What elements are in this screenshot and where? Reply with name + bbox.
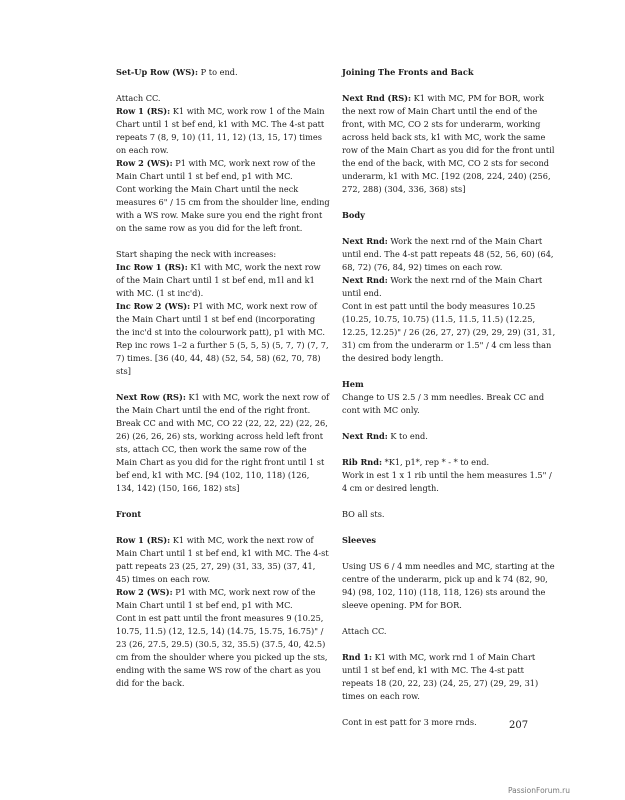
joining-heading: Joining The Fronts and Back xyxy=(342,67,474,77)
left-column xyxy=(116,66,330,703)
sleeves-heading: Sleeves xyxy=(342,535,377,545)
body-rnd1-paragraph xyxy=(342,235,556,274)
rep-paragraph: Rep inc rows 1–2 a further 5 (5, 5, 5) (5, 7, 7) (7, 7, 7) times. [36 (40, 44, 48) (52, 54, 58) (62, 70, 78) sts] xyxy=(116,340,329,376)
front-row1-text: K1 with MC, work the next row of Main Chart until 1 st bef end, k1 with MC. The 4-st patt repeats 23 (25, 27, 29) (31, 33, 35) (37, 41, 45) times on each row. xyxy=(116,535,329,584)
front-row1-label: Row 1 (RS): xyxy=(116,535,171,545)
inc-row1-label: Inc Row 1 (RS): xyxy=(116,262,188,272)
attach-cc-paragraph: Attach CC. xyxy=(116,93,161,103)
hem-next-rnd-paragraph xyxy=(342,430,556,443)
cont-more-paragraph: Cont in est patt for 3 more rnds. xyxy=(342,717,477,727)
body-rnd2-label: Next Rnd: xyxy=(342,275,388,285)
hem-change-paragraph: Change to US 2.5 / 3 mm needles. Break CC and cont with MC only. xyxy=(342,392,545,415)
front-row2-paragraph xyxy=(116,586,330,612)
hem-heading: Hem xyxy=(342,379,364,389)
row2-paragraph xyxy=(116,157,330,183)
rib-rnd-label: Rib Rnd: xyxy=(342,457,382,467)
body-rnd1-label: Next Rnd: xyxy=(342,236,388,246)
body-rnd1-text: Work the next rnd of the Main Chart until end. The 4-st patt repeats 48 (52, 56, 60) (64, 68, 72) (76, 84, 92) times on each row. xyxy=(342,236,554,272)
inc-row2-paragraph xyxy=(116,300,330,339)
join-next-rnd-paragraph xyxy=(342,92,556,196)
body-rnd2-text: Work the next rnd of the Main Chart until end. xyxy=(342,275,543,298)
cont-paragraph: Cont working the Main Chart until the neck measures 6" / 15 cm from the shoulder line, ending with a WS row. Make sure you end the right front on the same row as you did for the left front. xyxy=(116,184,330,233)
hem-next-rnd-label: Next Rnd: xyxy=(342,431,388,441)
row2-text: P1 with MC, work next row of the Main Chart until 1 st bef end, p1 with MC. xyxy=(116,158,316,181)
front-row2-label: Row 2 (WS): xyxy=(116,587,173,597)
row1-paragraph xyxy=(116,105,330,157)
rib-rnd-paragraph xyxy=(342,456,556,469)
body-rnd2-paragraph xyxy=(342,274,556,300)
bo-paragraph: BO all sts. xyxy=(342,509,385,519)
next-row-paragraph xyxy=(116,391,330,495)
row2-label: Row 2 (WS): xyxy=(116,158,173,168)
page-number: 207 xyxy=(509,720,529,731)
rib-work-paragraph: Work in est 1 x 1 rib until the hem measures 1.5" / 4 cm or desired length. xyxy=(342,470,552,493)
front-cont-paragraph: Cont in est patt until the front measures 9 (10.25, 10.75, 11.5) (12, 12.5, 14) (14.75, 15.75, 16.75)" / 23 (26, 27.5, 29.5) (30.5, 32, 35.5) (37.5, 40, 42.5) cm from the shoulder where you picked up the sts, ending with the same WS row of the chart as you did for the back. xyxy=(116,613,328,688)
rib-rnd-text: *K1, p1*, rep * - * to end. xyxy=(382,457,490,467)
inc-row1-text: K1 with MC, work the next row of the Main Chart until 1 st bef end, m1l and k1 with MC. (1 st inc'd). xyxy=(116,262,321,298)
setup-row-paragraph xyxy=(116,66,330,79)
hem-next-rnd-text: K to end. xyxy=(387,431,428,441)
row1-label: Row 1 (RS): xyxy=(116,106,171,116)
setup-row-label: Set-Up Row (WS): xyxy=(116,67,199,77)
sleeves-paragraph: Using US 6 / 4 mm needles and MC, starting at the centre of the underarm, pick up and k 74 (82, 90, 94) (98, 102, 110) (118, 118, 126) sts around the sleeve opening. PM for BOR. xyxy=(342,561,555,610)
setup-row-text: P to end. xyxy=(198,67,238,77)
join-next-rnd-label: Next Rnd (RS): xyxy=(342,93,412,103)
next-row-text: K1 with MC, work the next row of the Main Chart until the end of the right front. Break CC and with MC, CO 22 (22, 22, 22) (22, 26, 26) (26, 26, 26) sts, working across held left front sts, attach CC, then work the same row of the Main Chart as you did for the right front until 1 st bef end, k1 with MC. [94 (102, 110, 118) (126, 134, 142) (150, 166, 182) sts] xyxy=(116,392,330,493)
body-heading: Body xyxy=(342,210,365,220)
inc-row2-text: P1 with MC, work next row of the Main Chart until 1 st bef end (incorporating the inc'd st into the colourwork patt), p1 with MC. xyxy=(116,301,325,337)
front-row1-paragraph xyxy=(116,534,330,586)
body-cont-paragraph: Cont in est patt until the body measures 10.25 (10.25, 10.75, 10.75) (11.5, 11.5, 11.5) (12.25, 12.25, 12.25)" / 26 (26, 27, 27) (29, 29, 29) (31, 31, 31) cm from the underarm or 1.5" / 4 cm less than the desired body length. xyxy=(342,301,556,363)
row1-text: K1 with MC, work row 1 of the Main Chart until 1 st bef end, k1 with MC. The 4-st patt repeats 7 (8, 9, 10) (11, 11, 12) (13, 15, 17) times on each row. xyxy=(116,106,325,155)
watermark: PassionForum.ru xyxy=(508,786,571,795)
sleeves-attach-paragraph: Attach CC. xyxy=(342,626,387,636)
shaping-paragraph: Start shaping the neck with increases: xyxy=(116,249,277,259)
front-row2-text: P1 with MC, work next row of the Main Chart until 1 st bef end, p1 with MC. xyxy=(116,587,316,610)
sleeve-rnd1-text: K1 with MC, work rnd 1 of Main Chart until 1 st bef end, k1 with MC. The 4-st patt repeats 18 (20, 22, 23) (24, 25, 27) (29, 29, 31) times on each row. xyxy=(342,652,539,701)
sleeve-rnd1-label: Rnd 1: xyxy=(342,652,373,662)
next-row-label: Next Row (RS): xyxy=(116,392,186,402)
front-heading: Front xyxy=(116,509,142,519)
inc-row2-label: Inc Row 2 (WS): xyxy=(116,301,191,311)
join-next-rnd-text: K1 with MC, PM for BOR, work the next row of Main Chart until the end of the front, with MC, CO 2 sts for underarm, working across held back sts, k1 with MC, work the same row of the Main Chart as you did for the front until the end of the back, with MC, CO 2 sts for second underarm, k1 with MC. [192 (208, 224, 240) (256, 272, 288) (304, 336, 368) sts] xyxy=(342,93,555,194)
sleeve-rnd1-paragraph xyxy=(342,651,556,703)
inc-row1-paragraph xyxy=(116,261,330,300)
right-column xyxy=(342,66,556,742)
